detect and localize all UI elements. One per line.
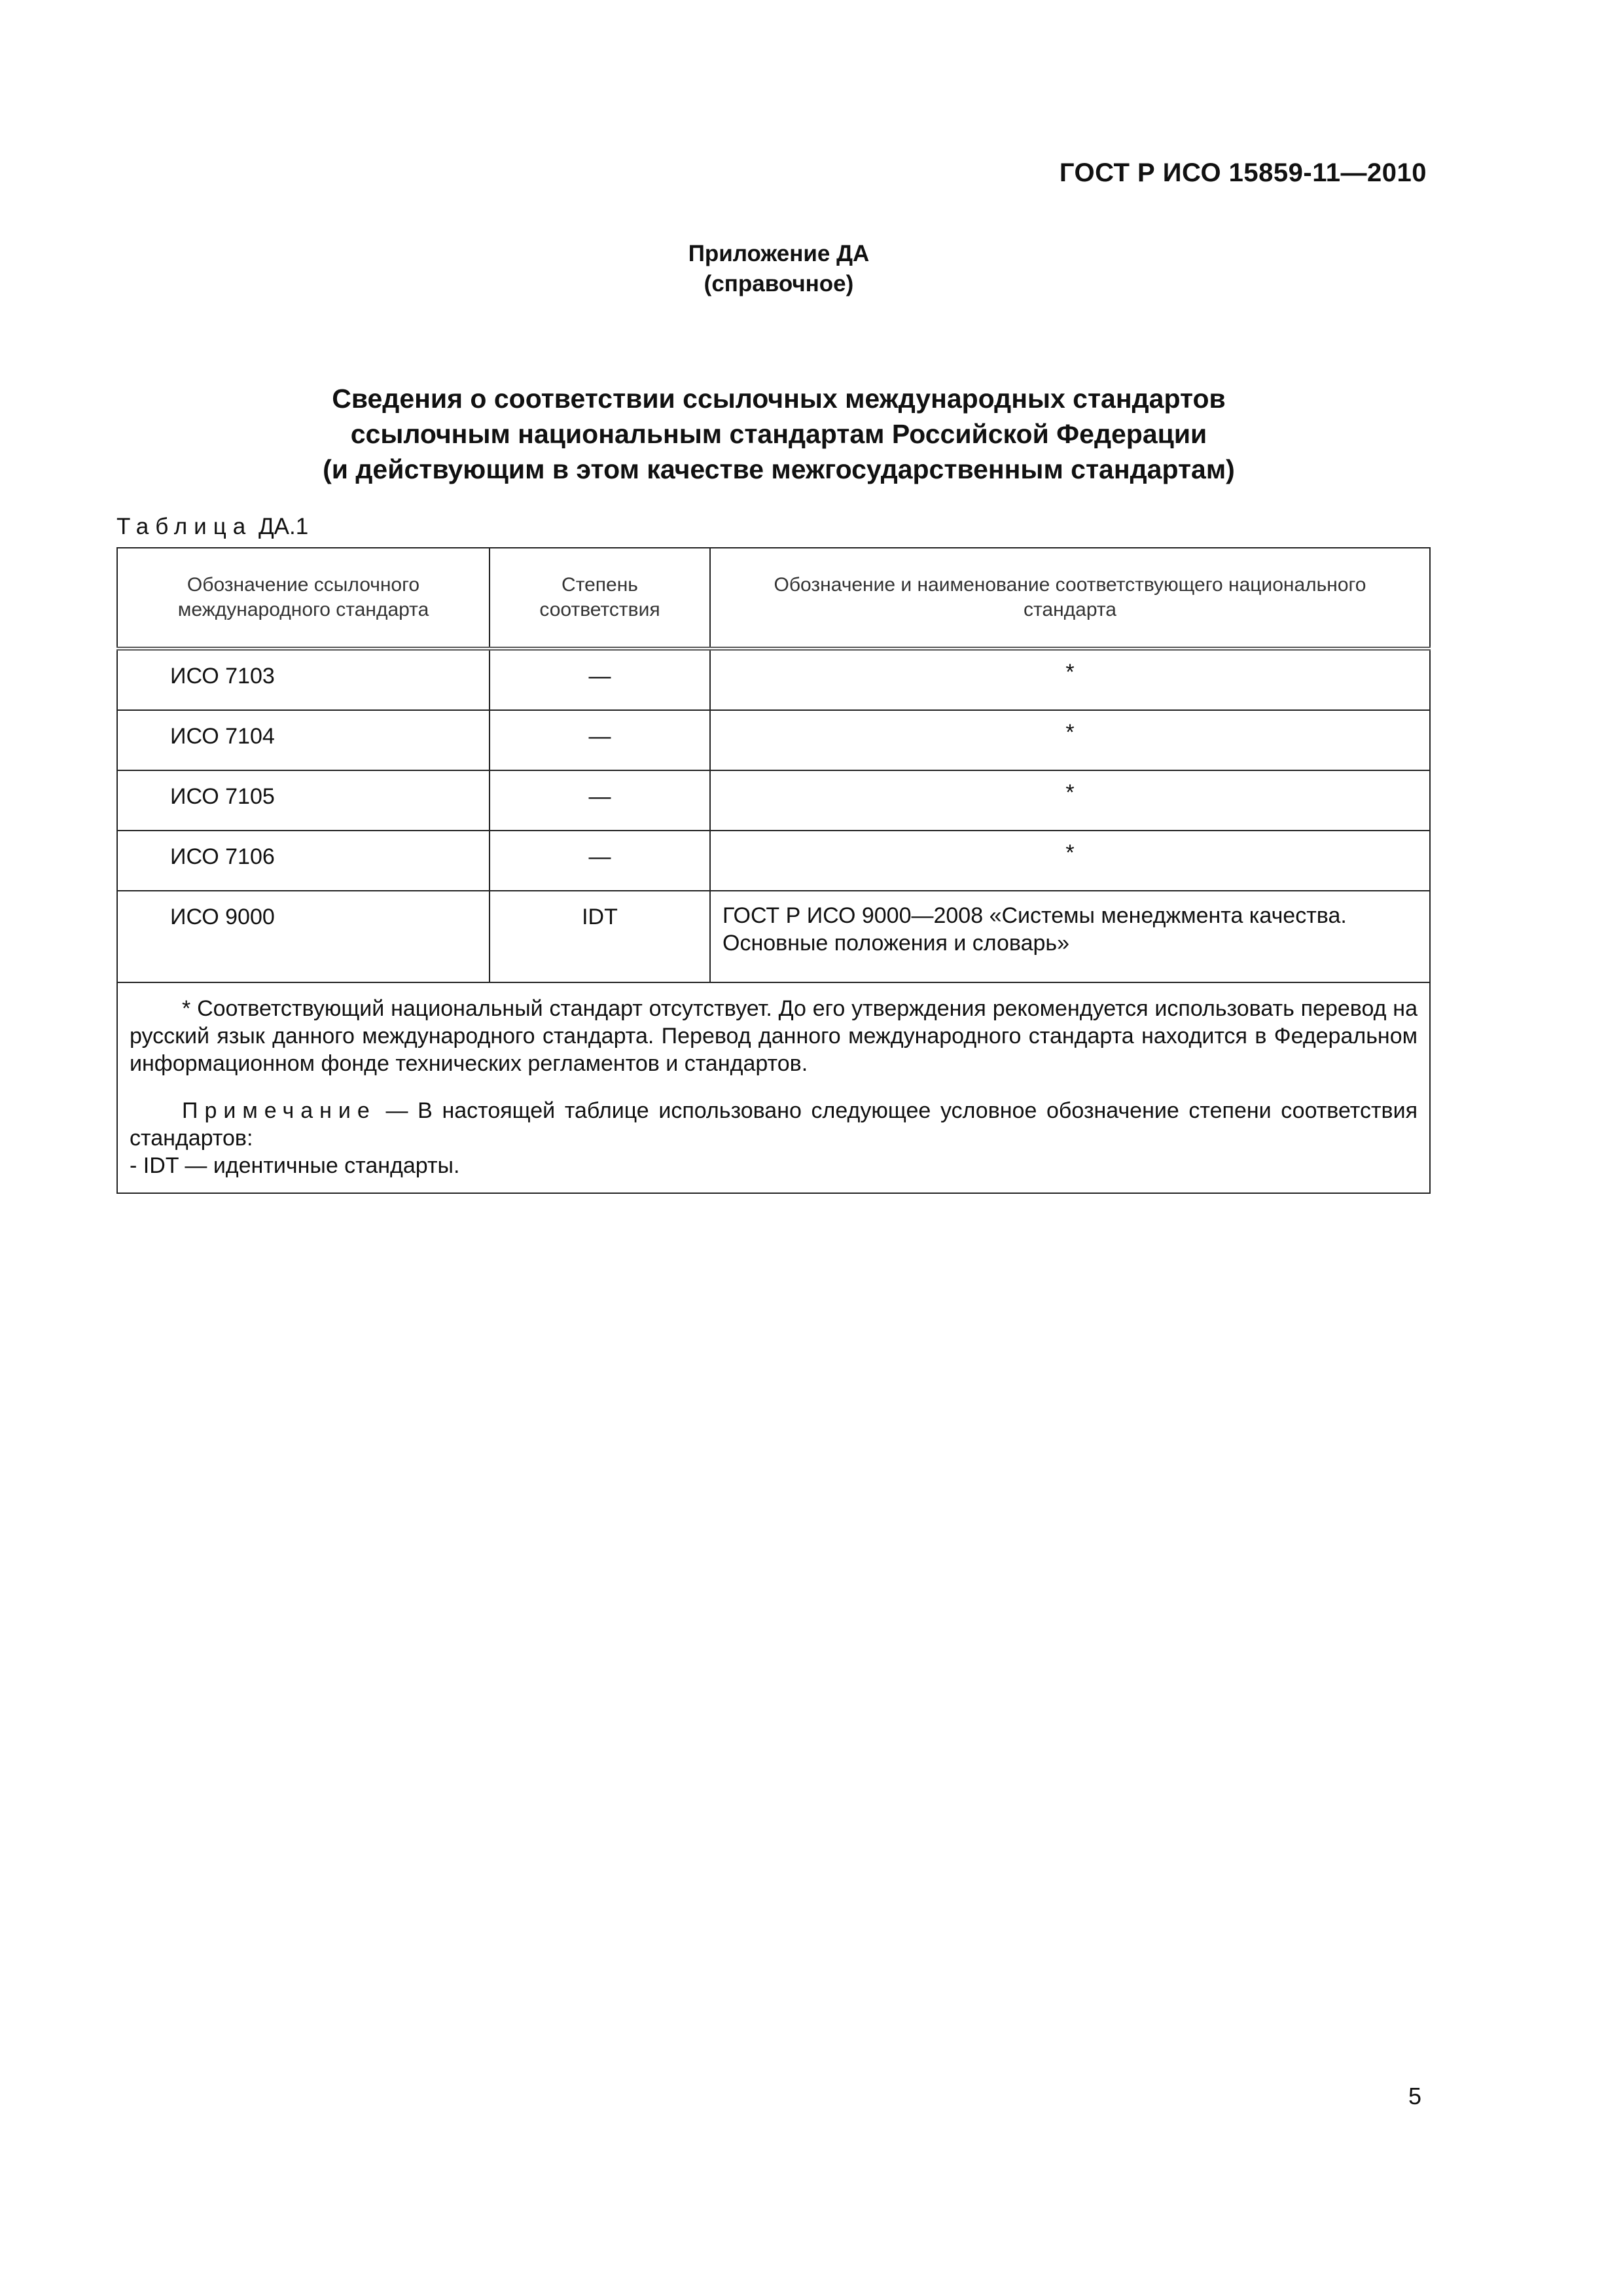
section-title-line-3: (и действующим в этом качестве межгосударственным стандартам) (323, 454, 1235, 484)
table-row (117, 831, 1430, 891)
table-label-number: ДА.1 (258, 514, 309, 539)
appendix-type: (справочное) (704, 271, 854, 296)
cell-degree: IDT (490, 891, 710, 982)
table-row (117, 649, 1430, 710)
table-header-row (117, 548, 1430, 649)
section-title-line-2: ссылочным национальным стандартам Российской Федерации (350, 419, 1207, 449)
appendix-title: Приложение ДА (688, 241, 870, 266)
note-text: — В настоящей таблице использовано следующее условное обозначение степени соответствия стандартов: (130, 1098, 1418, 1151)
cell-degree: — (490, 831, 710, 891)
correspondence-table-wrapper (116, 547, 1431, 1194)
header-international-standard: Обозначение ссылочного международного стандарта (117, 548, 490, 649)
header-national-standard: Обозначение и наименование соответствующего национального стандарта (710, 548, 1430, 649)
cell-national: * (710, 831, 1430, 891)
cell-standard: ИСО 9000 (117, 891, 490, 982)
table-footnote-row (117, 982, 1430, 1193)
note-item: - IDT — идентичные стандарты. (130, 1153, 460, 1178)
note-paragraph (130, 1097, 1418, 1152)
cell-degree: — (490, 770, 710, 831)
correspondence-table (116, 547, 1431, 1194)
header-degree: Степень соответствия (490, 548, 710, 649)
table-row (117, 770, 1430, 831)
table-footnote-cell (117, 982, 1430, 1193)
cell-degree: — (490, 649, 710, 710)
cell-degree: — (490, 710, 710, 770)
cell-standard: ИСО 7105 (117, 770, 490, 831)
cell-standard: ИСО 7106 (117, 831, 490, 891)
table-row (117, 891, 1430, 982)
table-row (117, 710, 1430, 770)
cell-national: ГОСТ Р ИСО 9000—2008 «Системы менеджмента качества. Основные положения и словарь» (710, 891, 1430, 982)
document-code: ГОСТ Р ИСО 15859-11—2010 (1059, 158, 1427, 187)
section-title (0, 381, 1558, 487)
footnote-text: * Соответствующий национальный стандарт отсутствует. До его утверждения рекомендуется использовать перевод на русский язык данного международного стандарта. Перевод данного международного стандарта находится в Федеральном информационном фонде технических регламентов и стандартов. (130, 996, 1418, 1076)
table-label (116, 514, 308, 540)
table-label-word: Таблица (116, 514, 253, 539)
cell-standard: ИСО 7104 (117, 710, 490, 770)
section-title-line-1: Сведения о соответствии ссылочных международных стандартов (332, 384, 1226, 414)
page-number: 5 (1408, 2083, 1421, 2109)
appendix-heading (0, 239, 1558, 299)
cell-national: * (710, 710, 1430, 770)
note-label: Примечание (182, 1098, 376, 1123)
cell-standard: ИСО 7103 (117, 649, 490, 710)
cell-national: * (710, 770, 1430, 831)
cell-national: * (710, 649, 1430, 710)
